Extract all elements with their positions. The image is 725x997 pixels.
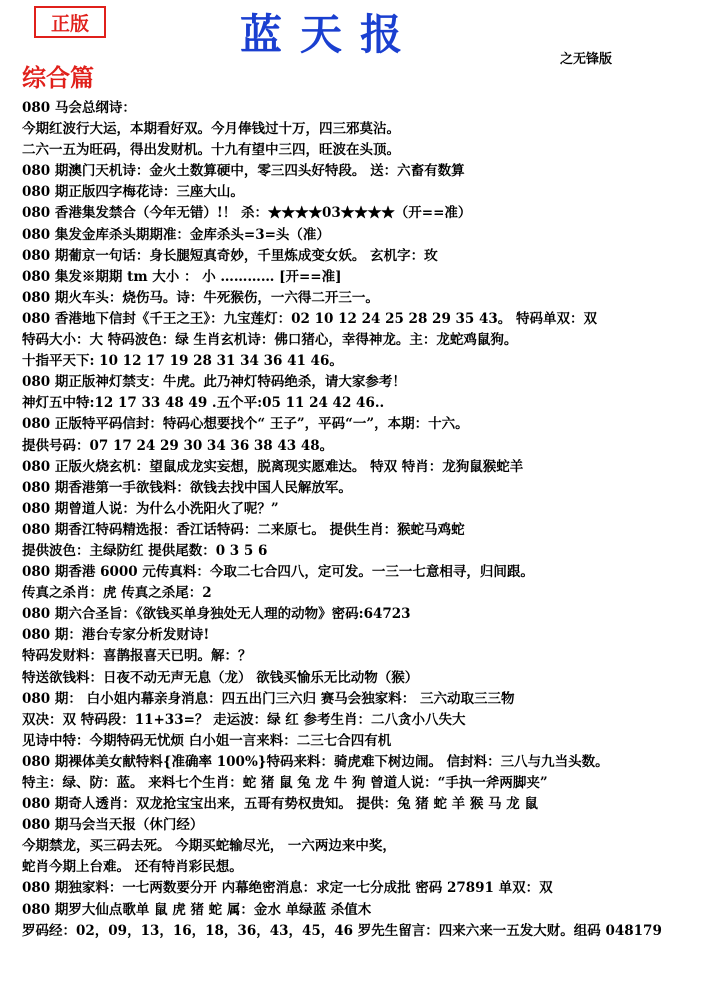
text-line: 今期红波行大运，本期看好双。今月俸钱过十万，四三邪莫沾。 <box>22 121 400 138</box>
text-line: 今期禁龙，买三码去死。 今期买蛇输尽光， 一六两边来中奖， <box>22 838 396 855</box>
text-line: 080 香港集发禁合（今年无错）!！ 杀：★★★★03★★★★（开==准） <box>22 205 472 222</box>
text-line: 080 期： 白小姐内幕亲身消息：四五出门三六归 赛马会独家料： 三六动取三三物 <box>22 690 515 707</box>
text-line: 特主：绿、防：蓝。 来料七个生肖：蛇 猪 鼠 兔 龙 牛 狗 曾道人说：“手执一斧两脚夹” <box>22 775 548 791</box>
text-line: 080 正版特平码信封：特码心想要找个“ 王子”，平码“一”，本期：十六。 <box>22 416 469 433</box>
text-line: 080 期正版四字梅花诗：三座大山。 <box>22 184 244 201</box>
text-line: 080 期六合圣旨：《欲钱买单身独处无人理的动物》密码:64723 <box>22 606 411 623</box>
newspaper-title: 蓝天报 <box>240 10 421 59</box>
text-line: 080 期独家料：一七两数要分开 内幕绝密消息：求定一七分成批 密码 27891 单双：双 <box>22 880 553 897</box>
text-line: 080 期葡京一句话：身长腿短真奇妙，千里炼成变女妖。 玄机字：玫 <box>22 247 438 264</box>
text-line: 080 集发金库杀头期期准：金库杀头=3=头（准） <box>22 226 330 243</box>
text-line: 二六一五为旺码，得出发财机。十九有望中三四，旺波在头顶。 <box>22 142 400 159</box>
text-line: 080 期曾道人说：为什么小洗阳火了呢？” <box>22 500 279 517</box>
text-line: 传真之杀肖：虎 传真之杀尾：2 <box>22 585 212 602</box>
text-line: 神灯五中特:12 17 33 48 49 .五个平:05 11 24 42 46.. <box>22 395 385 412</box>
edition-badge: 正版 <box>34 6 106 38</box>
text-line: 见诗中特：今期特码无忧烦 白小姐一言来料：二三七合四有机 <box>22 732 392 749</box>
text-line: 080 期奇人透肖：双龙抢宝宝出来，五哥有势权贵知。 提供：兔 猪 蛇 羊 猴 马 龙 鼠 <box>22 796 538 813</box>
text-line: 080 期正版神灯禁支：牛虎。此乃神灯特码绝杀，请大家参考！ <box>22 374 406 391</box>
text-line: 080 期裸体美女献特料{准确率 100%}特码来料：骑虎难下树边闹。 信封料：三八与九当头数。 <box>22 753 609 770</box>
text-line: 提供波色：主绿防红 提供尾数：0 3 5 6 <box>22 542 268 559</box>
text-line: 080 期马会当天报（休门经） <box>22 817 204 834</box>
text-line: 特送欲钱料：日夜不动无声无息（龙） 欲钱买愉乐无比动物（猴） <box>22 669 419 686</box>
content-body <box>22 98 717 942</box>
text-line: 罗码经：02，09，13，16，18，36，43，45，46 罗先生留言：四来六来一五发大财。组码 048179 <box>22 922 662 939</box>
text-line: 080 正版火烧玄机：望鼠成龙实妄想，脱离现实愿难达。 特双 特肖：龙狗鼠猴蛇羊 <box>22 458 524 475</box>
text-line: 双决：双 特码段：11+33=？ 走运波：绿 红 参考生肖：二八贪小八失大 <box>22 711 466 728</box>
text-line: 080 马会总纲诗： <box>22 100 136 116</box>
text-line: 十指平天下: 10 12 17 19 28 31 34 36 41 46。 <box>22 353 343 370</box>
text-line: 080 期香港第一手欲钱料：欲钱去找中国人民解放军。 <box>22 479 352 496</box>
text-line: 080 香港地下信封《千王之王》：九宝莲灯：02 10 12 24 25 28 29 35 43。 特码单双：双 <box>22 310 598 327</box>
text-line: 080 集发※期期 tm 大小 ： 小 ………… [开==准] <box>22 268 342 285</box>
text-line: 080 期澳门天机诗：金火土数算硬中，零三四头好特段。 送：六畜有数算 <box>22 163 465 180</box>
text-line: 080 期：港台专家分析发财诗! <box>22 627 210 644</box>
text-line: 080 期罗大仙点歌单 鼠 虎 猪 蛇 属：金水 单绿蓝 杀值木 <box>22 901 372 918</box>
text-line: 提供号码：07 17 24 29 30 34 36 38 43 48。 <box>22 437 334 454</box>
text-line: 080 期香港 6000 元传真料：今取二七合四八，定可发。一三一七意相寻，归间跟。 <box>22 564 534 581</box>
text-line: 080 期火车头：烧伤马。诗：牛死猴伤，一六得二开三一。 <box>22 289 379 306</box>
text-line: 蛇肖今期上台难。 还有特肖彩民想。 <box>22 859 243 876</box>
text-line: 特码大小：大 特码波色：绿 生肖玄机诗：佛口猪心，幸得神龙。主：龙蛇鸡鼠狗。 <box>22 332 518 349</box>
section-heading: 综合篇 <box>22 64 94 92</box>
edition-subtitle: 之无锋版 <box>560 52 613 67</box>
text-line: 特码发财料：喜鹊报喜天已明。解：？ <box>22 648 252 665</box>
text-line: 080 期香江特码精选报：香江话特码：二来原七。 提供生肖：猴蛇马鸡蛇 <box>22 521 465 538</box>
